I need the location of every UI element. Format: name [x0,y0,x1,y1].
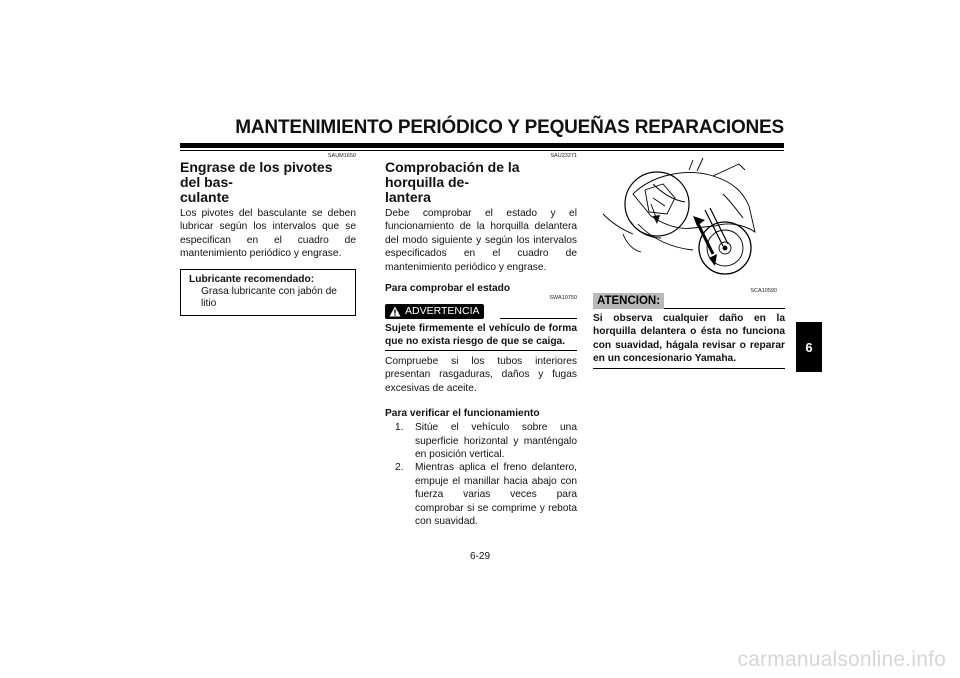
header-rule-thin [180,150,784,151]
header-rule [180,143,784,148]
warning-text: Sujete firmemente el vehículo de forma que no exista riesgo de que se caiga. [385,322,577,351]
lubricant-label: Lubricante recomendado: [189,273,315,285]
chapter-tab: 6 [796,322,822,372]
notice-header [593,293,785,311]
column-swingarm [180,153,356,316]
heading-line: Comprobación de la horquilla de- [385,159,520,190]
warning-label: ADVERTENCIA [405,305,480,318]
subheading-check-function: Para verificar el funcionamiento [385,408,540,420]
state-body: Compruebe si los tubos interiores presentan rasgaduras, daños y fugas excesivas de aceite. [385,356,577,394]
watermark: carmanualsonline.info [737,648,946,671]
page-title: MANTENIMIENTO PERIÓDICO Y PEQUEÑAS REPARACIONES [235,117,784,138]
heading-line: culante [180,189,230,205]
warning-ref-code: SWA10750 [549,295,577,302]
motorcycle-front-fork-illustration [593,154,785,279]
section-ref-code: SAU23271 [550,153,577,159]
heading-line: lantera [385,189,431,205]
heading-line: Engrase de los pivotes del bas- [180,159,333,190]
front-fork-figure [593,154,785,279]
section-heading-front-fork [385,160,577,205]
front-fork-body: Debe comprobar el estado y el funcionamiento de la horquilla delantera del modo siguiente y según los intervalos especificados en el cuadro de mantenimiento periódico y engrase. [385,208,577,273]
step-number: 1. [395,422,404,434]
page-number: 6-29 [469,551,490,562]
warning-header [385,304,577,322]
warning-badge [385,304,484,319]
column-front-fork [385,153,577,529]
swingarm-body: Los pivotes del basculante se deben lubricar según los intervalos que se especifican en el cuadro de mantenimiento periódico y engrase. [180,208,356,260]
step-text: Sitúe el vehículo sobre una superficie horizontal y manténgalo en posición vertical. [415,422,577,461]
notice-badge: ATENCION: [593,293,664,309]
figure-ref-code: SCA10590 [750,288,777,294]
warning-rule [500,318,577,319]
step-text: Mientras aplica el freno delantero, empuje el manillar hacia abajo con fuerza varias veces para comprobar si se comprime y rebota con suavidad. [415,462,577,528]
list-item [385,461,577,528]
lubricant-value: Grasa lubricante con jabón de litio [201,285,337,309]
page-header [180,117,784,139]
section-ref-code: SAUM1650 [327,153,356,159]
warning-triangle-icon [389,306,401,317]
notice-rule [664,308,785,309]
section-heading-swingarm [180,160,356,205]
column-figure-notice [593,154,785,369]
steps-list [385,421,577,528]
notice-text: Si observa cualquier daño en la horquilla delantera o ésta no funciona con suavidad, hágala revisar o reparar en un concesionario Yamaha. [593,312,785,369]
list-item [385,421,577,461]
subheading-check-state: Para comprobar el estado [385,283,511,295]
lubricant-box [180,269,356,316]
step-number: 2. [395,462,404,474]
